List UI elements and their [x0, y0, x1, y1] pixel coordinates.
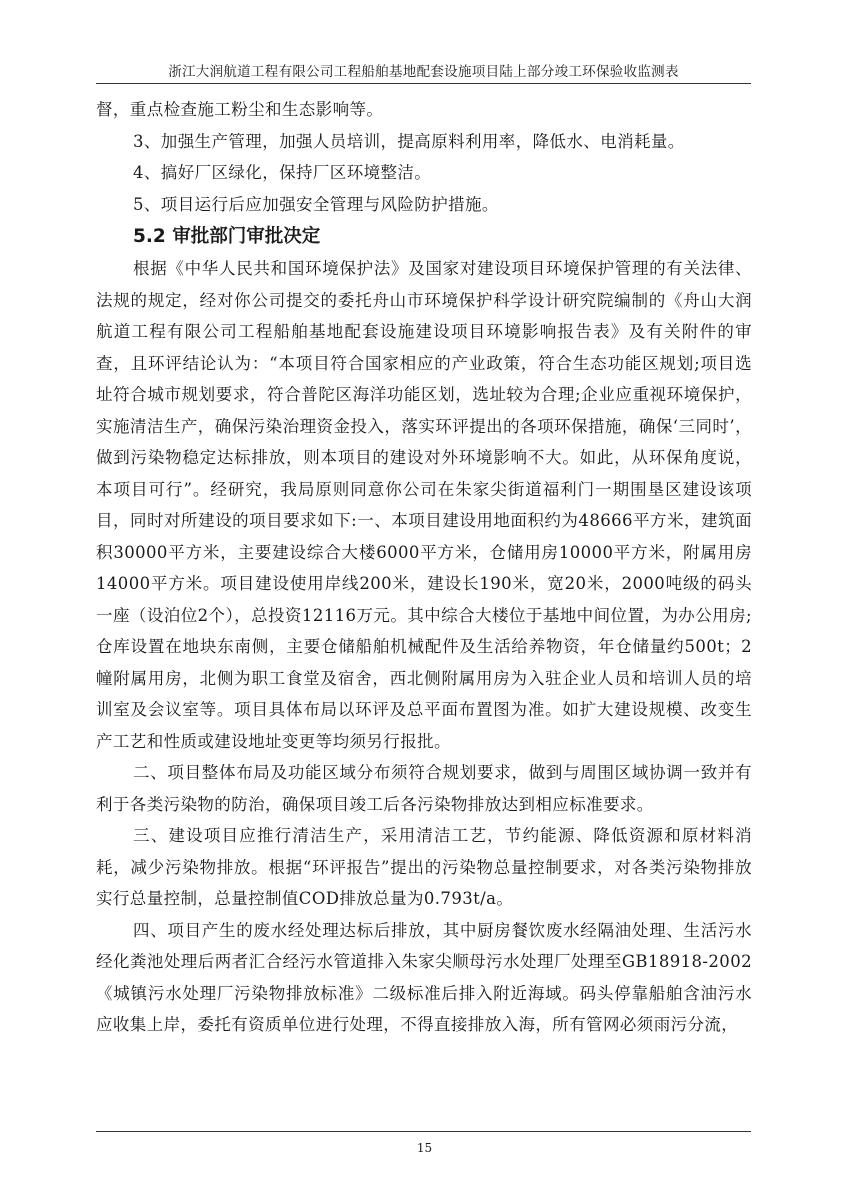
page-header-title: 浙江大润航道工程有限公司工程船舶基地配套设施项目陆上部分竣工环保验收监测表: [168, 64, 679, 80]
measure-item-5: 5、项目运行后应加强安全管理与风险防护措施。: [133, 194, 499, 214]
section-heading: 5.2 审批部门审批决定: [133, 226, 321, 247]
measure-item-4: 4、搞好厂区绿化，保持厂区环境整洁。: [133, 163, 432, 182]
paragraph-continuation: 督，重点检查施工粉尘和生态影响等。: [96, 100, 384, 119]
document-body: [96, 94, 752, 1041]
footer-divider: [96, 1131, 751, 1132]
measure-item-3: 3、加强生产管理，加强人员培训，提高原料利用率，降低水、电消耗量。: [133, 131, 685, 151]
approval-paragraph-4: 四、项目产生的废水经处理达标后排放，其中厨房餐饮废水经隔油处理、生活污水经化粪池处理后两者汇合经污水管道排入朱家尖顺母污水处理厂处理至GB18918-2002《城镇污水处理厂污染物排放标准》二级标准后排入附近海域。码头停靠船舶含油污水应收集上岸，委托有资质单位进行处理，不得直接排放入海，所有管网必须雨污分流，: [96, 920, 752, 1034]
approval-paragraph-2: 二、项目整体布局及功能区域分布须符合规划要求，做到与周围区域协调一致并有利于各类污染物的防治，确保项目竣工后各污染物排放达到相应标准要求。: [96, 763, 752, 814]
page-number: 15: [416, 1141, 433, 1155]
approval-paragraph-3: 三、建设项目应推行清洁生产，采用清洁工艺，节约能源、降低资源和原材料消耗，减少污染物排放。根据“环评报告”提出的污染物总量控制要求，对各类污染物排放实行总量控制，总量控制值COD排放总量为0.793t/a。: [96, 826, 752, 908]
header-divider: [96, 83, 751, 84]
approval-paragraph-1: 根据《中华人民共和国环境保护法》及国家对建设项目环境保护管理的有关法律、法规的规定，经对你公司提交的委托舟山市环境保护科学设计研究院编制的《舟山大润航道工程有限公司工程船舶基地配套设施建设项目环境影响报告表》及有关附件的审查，且环评结论认为：“本项目符合国家相应的产业政策，符合生态功能区规划;项目选址符合城市规划要求，符合普陀区海洋功能区划，选址较为合理;企业应重视环境保护，实施清洁生产，确保污染治理资金投入，落实环评提出的各项环保措施，确保‘三同时’，做到污染物稳定达标排放，则本项目的建设对外环境影响不大。如此，从环保角度说，本项目可行”。经研究，我局原则同意你公司在朱家尖街道福利门一期围垦区建设该项目，同时对所建设的项目要求如下:一、本项目建设用地面积约为48666平方米，建筑面积30000平方米，主要建设综合大楼6000平方米，仓储用房10000平方米，附属用房14000平方米。项目建设使用岸线200米，建设长190米，宽20米，2000吨级的码头一座（设泊位2个），总投资12116万元。其中综合大楼位于基地中间位置，为办公用房;仓库设置在地块东南侧，主要仓储船舶机械配件及生活给养物资，年仓储量约500t；2幢附属用房，北侧为职工食堂及宿舍，西北侧附属用房为入驻企业人员和培训人员的培训室及会议室等。项目具体布局以环评及总平面布置图为准。如扩大建设规模、改变生产工艺和性质或建设地址变更等均须另行报批。: [96, 259, 752, 751]
